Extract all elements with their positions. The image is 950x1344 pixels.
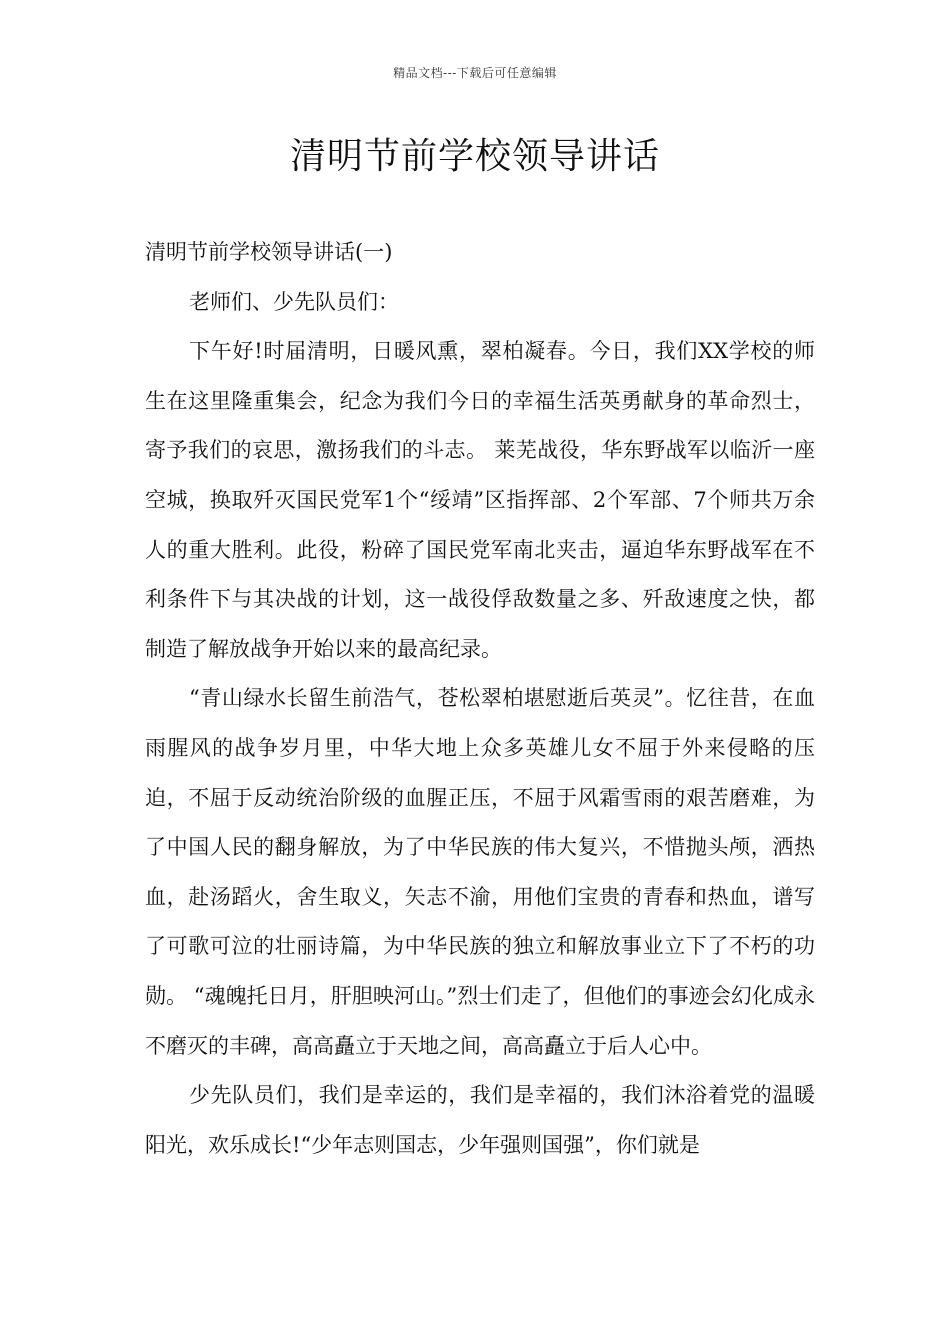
document-title: 清明节前学校领导讲话 xyxy=(289,136,660,177)
body-paragraph: 少先队员们，我们是幸运的，我们是幸福的，我们沐浴着党的温暖阳光，欢乐成长!“少年志则国志，少年强则国强”，你们就是 xyxy=(145,1083,815,1157)
section-heading: 清明节前学校领导讲话(一) xyxy=(145,240,393,264)
body-paragraph: “青山绿水长留生前浩气，苍松翠柏堪慰逝后英灵”。忆往昔，在血雨腥风的战争岁月里，中华大地上众多英雄儿女不屈于外来侵略的压迫，不屈于反动统治阶级的血腥正压，不屈于风霜雪雨的艰苦磨难，为了中国人民的翻身解放，为了中华民族的伟大复兴，不惜抛头颅，洒热血，赴汤蹈火，舍生取义，矢志不渝，用他们宝贵的青春和热血，谱写了可歌可泣的壮丽诗篇，为中华民族的独立和解放事业立下了不朽的功勋。 “魂魄托日月，肝胆映河山。”烈士们走了，但他们的事迹会幻化成永不磨灭的丰碑，高高矗立于天地之间，高高矗立于后人心中。 xyxy=(145,686,815,1058)
body-paragraph: 下午好!时届清明，日暖风熏，翠柏凝春。今日，我们XX学校的师生在这里隆重集会，纪念为我们今日的幸福生活英勇献身的革命烈士，寄予我们的哀思，激扬我们的斗志。 莱芜战役，华东野战军以临沂一座空城，换取歼灭国民党军1个“绥靖”区指挥部、2个军部、7个师共万余人的重大胜利。此役，粉碎了国民党军南北夹击，逼迫华东野战军在不利条件下与其决战的计划，这一战役俘敌数量之多、歼敌速度之快，都制造了解放战争开始以来的最高纪录。 xyxy=(145,339,815,661)
header-note: 精品文档---下载后可任意编辑 xyxy=(393,66,557,80)
salutation-paragraph: 老师们、少先队员们： xyxy=(189,289,399,314)
document-body xyxy=(145,228,815,1170)
